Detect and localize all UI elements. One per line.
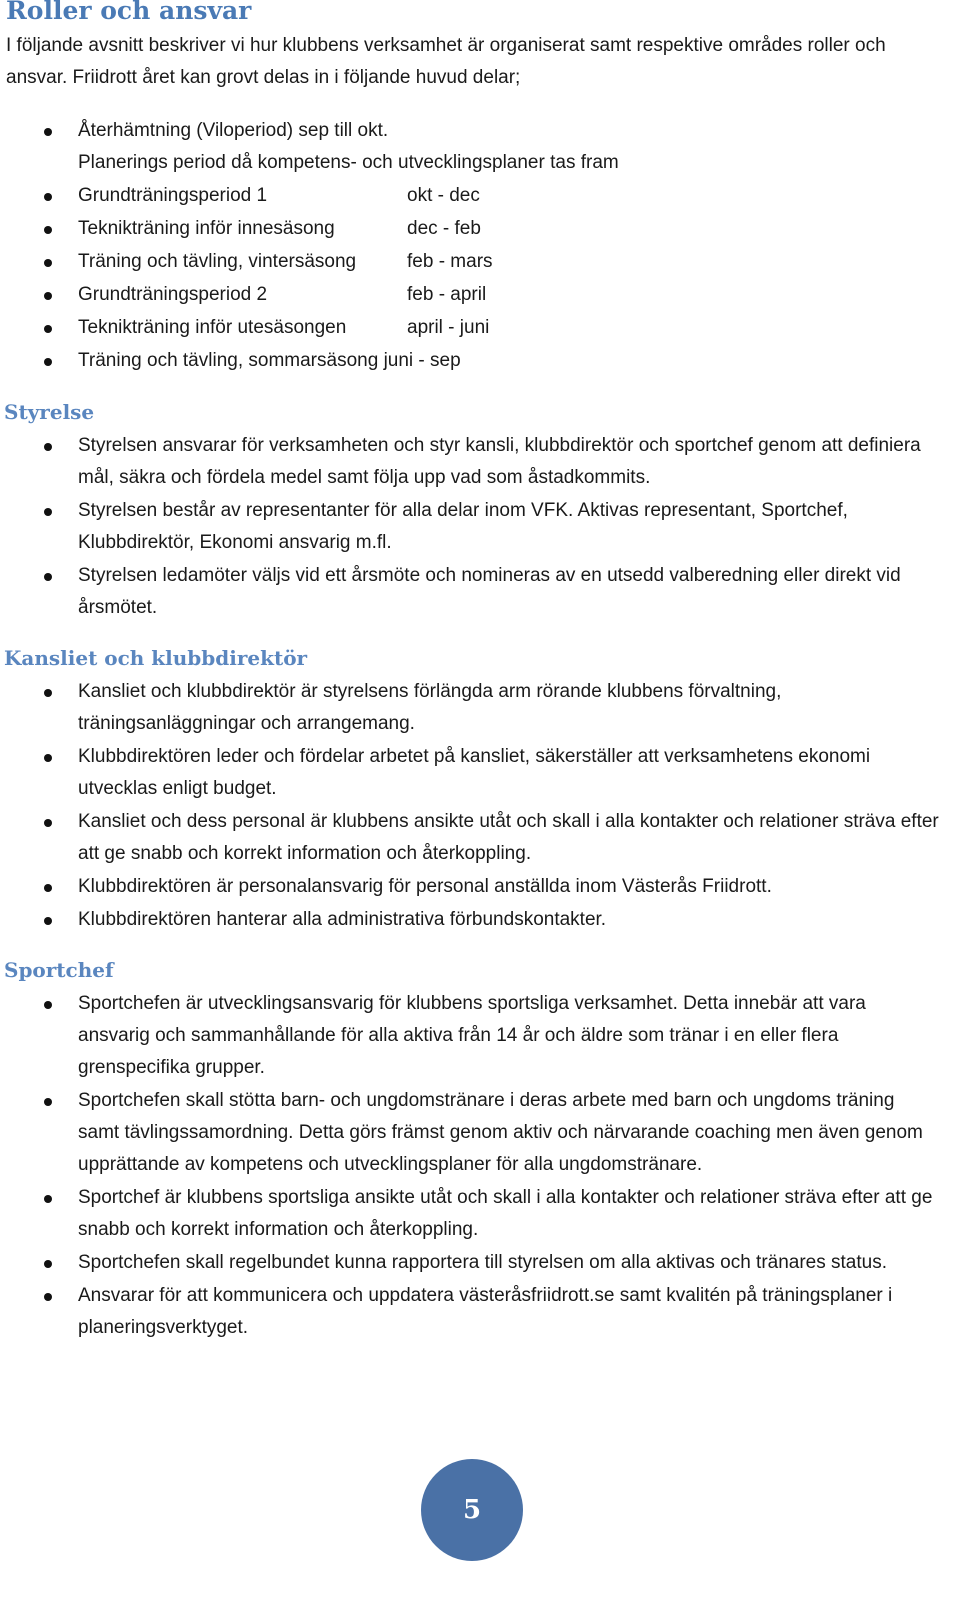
- bullet-icon: [44, 325, 52, 333]
- bullet-icon: [44, 1098, 52, 1106]
- period-item: [0, 147, 960, 179]
- period-name: Återhämtning (Viloperiod) sep till okt.: [78, 120, 389, 141]
- list-item: Kansliet och dess personal är klubbens ansikte utåt och skall i alla kontakter och relationer sträva efter att ge snabb och korrekt information och återkoppling.: [0, 806, 960, 870]
- list-item: Ansvarar för att kommunicera och uppdatera västeråsfriidrott.se samt kvalitén på träningsplaner i planeringsverktyget.: [0, 1280, 960, 1344]
- period-item: [0, 115, 960, 147]
- intro-paragraph: I följande avsnitt beskriver vi hur klubbens verksamhet är organiserat samt respektive områdes roller och ansvar. Friidrott året kan grovt delas in i följande huvud delar;: [6, 35, 886, 88]
- period-name: Träning och tävling, sommarsäsong: [78, 350, 379, 371]
- section-heading-kansliet: Kansliet och klubbdirektör: [4, 646, 308, 670]
- period-list: [0, 115, 960, 377]
- bullet-icon: [44, 193, 52, 201]
- period-name: Planerings period då kompetens- och utvecklingsplaner tas fram: [78, 152, 619, 173]
- period-dates: april - juni: [407, 317, 490, 338]
- list-item: Sportchefen skall regelbundet kunna rapportera till styrelsen om alla aktivas och tränares status.: [0, 1247, 960, 1279]
- period-dates: juni - sep: [383, 350, 461, 371]
- bullet-icon: [44, 508, 52, 516]
- list-item: Sportchef är klubbens sportsliga ansikte utåt och skall i alla kontakter och relationer sträva efter att ge snabb och korrekt information och återkoppling.: [0, 1182, 960, 1246]
- page-title: Roller och ansvar: [6, 0, 252, 25]
- period-name: Grundträningsperiod 1: [78, 185, 268, 206]
- bullet-icon: [44, 1195, 52, 1203]
- bullet-icon: [44, 1293, 52, 1301]
- list-item: Styrelsen ansvarar för verksamheten och styr kansli, klubbdirektör och sportchef genom att definiera mål, säkra och fördela medel samt följa upp vad som åstadkommits.: [0, 430, 960, 494]
- bullet-icon: [44, 819, 52, 827]
- period-name: Teknikträning inför innesäsong: [78, 218, 335, 239]
- page-number-badge: 5: [421, 1459, 523, 1561]
- bullet-icon: [44, 573, 52, 581]
- section-heading-sportchef: Sportchef: [4, 958, 114, 982]
- bullet-icon: [44, 754, 52, 762]
- bullet-icon: [44, 292, 52, 300]
- bullet-icon: [44, 443, 52, 451]
- bullet-icon: [44, 128, 52, 136]
- list-item: Klubbdirektören hanterar alla administrativa förbundskontakter.: [0, 904, 960, 936]
- list-item: Kansliet och klubbdirektör är styrelsens förlängda arm rörande klubbens förvaltning, träningsanläggningar och arrangemang.: [0, 676, 960, 740]
- styrelse-list: [0, 430, 960, 624]
- period-dates: feb - mars: [407, 251, 493, 272]
- period-dates: feb - april: [407, 284, 487, 305]
- bullet-icon: [44, 884, 52, 892]
- bullet-icon: [44, 226, 52, 234]
- period-dates: okt - dec: [407, 185, 480, 206]
- list-item: Sportchefen är utvecklingsansvarig för klubbens sportsliga verksamhet. Detta innebär att vara ansvarig och sammanhållande för alla aktiva från 14 år och äldre som tränar i en eller flera grenspecifika grupper.: [0, 988, 960, 1084]
- period-name: Grundträningsperiod 2: [78, 284, 268, 305]
- period-item: [0, 246, 960, 278]
- kansliet-list: [0, 676, 960, 936]
- period-item: [0, 312, 960, 344]
- period-item: [0, 180, 960, 212]
- period-item: [0, 345, 960, 377]
- bullet-icon: [44, 917, 52, 925]
- bullet-icon: [44, 1001, 52, 1009]
- bullet-icon: [44, 1260, 52, 1268]
- sportchef-list: [0, 988, 960, 1344]
- list-item: Sportchefen skall stötta barn- och ungdomstränare i deras arbete med barn och ungdoms träning samt tävlingssamordning. Detta görs främst genom aktiv och närvarande coaching men även genom upprättande av kompetens och utvecklingsplaner för alla ungdomstränare.: [0, 1085, 960, 1181]
- list-item: Styrelsen ledamöter väljs vid ett årsmöte och nomineras av en utsedd valberedning eller direkt vid årsmötet.: [0, 560, 960, 624]
- list-item: Klubbdirektören är personalansvarig för personal anställda inom Västerås Friidrott.: [0, 871, 960, 903]
- bullet-icon: [44, 259, 52, 267]
- section-heading-styrelse: Styrelse: [4, 400, 95, 424]
- list-item: Klubbdirektören leder och fördelar arbetet på kansliet, säkerställer att verksamhetens ekonomi utvecklas enligt budget.: [0, 741, 960, 805]
- period-item: [0, 213, 960, 245]
- list-item: Styrelsen består av representanter för alla delar inom VFK. Aktivas representant, Sportchef, Klubbdirektör, Ekonomi ansvarig m.fl.: [0, 495, 960, 559]
- period-item: [0, 279, 960, 311]
- bullet-icon: [44, 689, 52, 697]
- period-name: Teknikträning inför utesäsongen: [78, 317, 347, 338]
- period-name: Träning och tävling, vintersäsong: [78, 251, 357, 272]
- bullet-icon: [44, 358, 52, 366]
- period-dates: dec - feb: [407, 218, 481, 239]
